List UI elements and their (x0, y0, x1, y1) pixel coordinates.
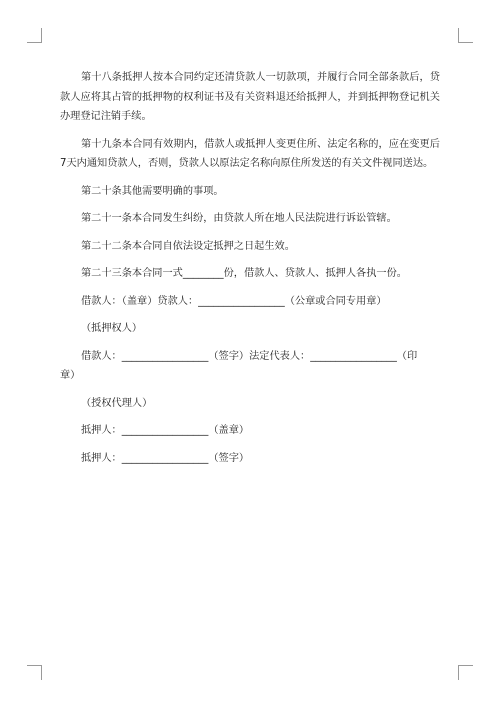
clause-22: 第二十二条本合同自依法设定抵押之日起生效。 (81, 240, 295, 252)
clause-20: 第二十条其他需要明确的事项。 (81, 185, 224, 197)
clause-18: 第十八条抵押人按本合同约定还清贷款人一切款项，并履行合同全部条款后，贷款人应将其占管的抵押物的权利证书及有关资料退还给抵押人，并到抵押物登记机关办理登记注销手续。 (60, 72, 440, 122)
clause-19: 第十九条本合同有效期内，借款人或抵押人变更住所、法定名称的，应在变更后7天内通知贷款人，否则，贷款人以原法定名称向原住所发送的有关文件视同送达。 (60, 138, 440, 169)
signature-seal-continuation: 章） (60, 370, 81, 381)
signature-authorized-agent-note: （授权代理人） (81, 397, 153, 409)
signature-mortgagor-sign: 抵押人：_________________（签字） (81, 452, 250, 464)
signature-borrower-sign-legal-rep: 借款人：_________________（签字）法定代表人：_________________（印 (81, 350, 418, 362)
clause-21: 第二十一条本合同发生纠纷，由贷款人所在地人民法院进行诉讼管辖。 (81, 213, 397, 224)
corner-mark-top-right (458, 28, 473, 43)
corner-mark-bottom-left (27, 665, 42, 680)
signature-mortgagor-seal: 抵押人：_________________（盖章） (81, 425, 250, 436)
clause-23: 第二十三条本合同一式________份，借款人、贷款人、抵押人各执一份。 (81, 268, 407, 279)
signature-mortgagee-note: （抵押权人） (81, 323, 143, 334)
document-body (60, 68, 440, 476)
signature-borrower-seal-lender: 借款人：（盖章）贷款人：_________________（公章或合同专用章） (81, 295, 387, 307)
corner-mark-top-left (27, 28, 42, 43)
corner-mark-bottom-right (458, 665, 473, 680)
